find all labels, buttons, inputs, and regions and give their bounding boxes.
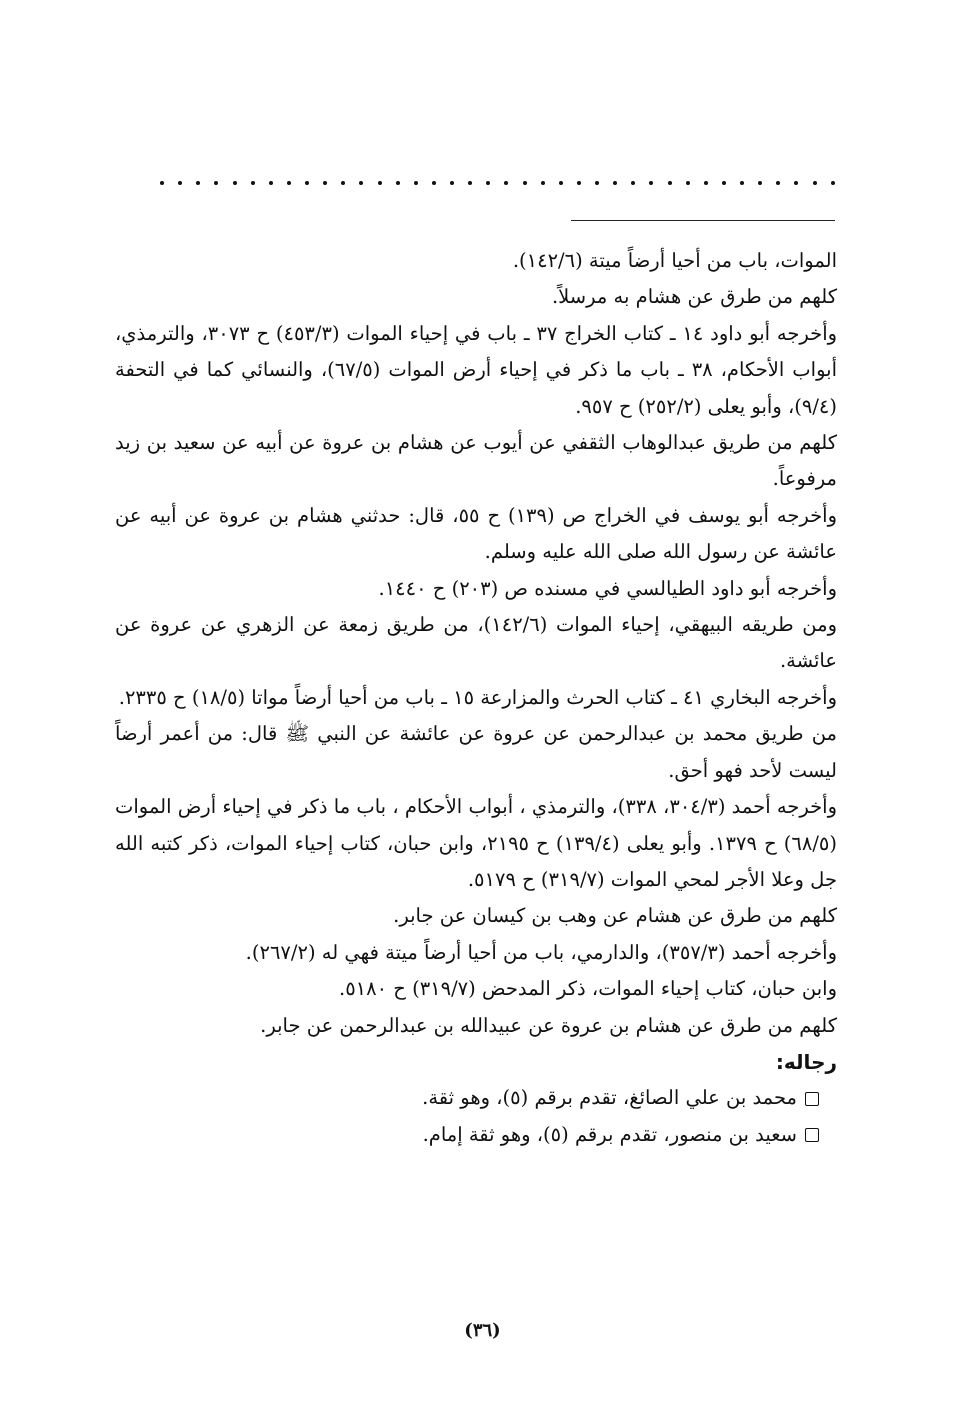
separator-dot	[341, 181, 345, 185]
separator-dot	[758, 181, 762, 185]
paragraph-2: كلهم من طرق عن هشام به مرسلاً.	[551, 285, 837, 309]
separator-dot	[450, 181, 454, 185]
separator-dot	[559, 181, 563, 185]
section-heading: رجاله:	[775, 1049, 837, 1074]
separator-dot	[305, 181, 309, 185]
paragraph-13: وابن حبان، كتاب إحياء الموات، ذكر المدحض (٣١٩/٧) ح ٥١٨٠.	[338, 977, 837, 1001]
separator-dot	[287, 181, 291, 185]
narrator-text: سعيد بن منصور، تقدم برقم (٥)، وهو ثقة إمام.	[422, 1122, 797, 1146]
separator-dot	[468, 181, 472, 185]
separator-dot	[396, 181, 400, 185]
paragraph-11: كلهم من طرق عن هشام عن وهب بن كيسان عن جابر.	[393, 904, 837, 928]
separator-dot	[269, 181, 273, 185]
separator-dot	[233, 181, 237, 185]
separator-dot	[722, 181, 726, 185]
separator-dot	[160, 181, 164, 185]
separator-dot	[577, 181, 581, 185]
separator-dot	[831, 181, 835, 185]
checkbox-square-icon	[805, 1128, 819, 1142]
narrator-item	[115, 1117, 819, 1153]
paragraph-10: وأخرجه أحمد (٣٠٤/٣، ٣٣٨)، والترمذي ، أبواب الأحكام ، باب ما ذكر في إحياء أرض الموات (٦٨/٥) ح ١٣٧٩. وأبو يعلى (١٣٩/٤) ح ٢١٩٥، وابن حبان، كتاب إحياء الموات، ذكر كتبه الله جل وعلا الأجر لمحي الموات (٣١٩/٧) ح ٥١٧٩.	[115, 795, 838, 891]
separator-dot	[178, 181, 182, 185]
paragraph-7: ومن طريقه البيهقي، إحياء الموات (١٤٢/٦)، من طريق زمعة عن الزهري عن عروة عن عائشة.	[115, 613, 837, 673]
separator-dot	[686, 181, 690, 185]
narrator-item	[115, 1080, 819, 1116]
checkbox-square-icon	[805, 1092, 819, 1106]
separator-dot	[740, 181, 744, 185]
paragraph-9: من طريق محمد بن عبدالرحمن عن عروة عن عائشة عن النبي ﷺ قال: من أعمر أرضاً ليست لأحد فهو أحق.	[115, 722, 837, 782]
footnote-rule	[571, 220, 835, 221]
separator-dot	[432, 181, 436, 185]
separator-dot	[523, 181, 527, 185]
paragraph-3: وأخرجه أبو داود ١٤ ـ كتاب الخراج ٣٧ ـ باب في إحياء الموات (٤٥٣/٣) ح ٣٠٧٣، والترمذي، أبواب الأحكام، ٣٨ ـ باب ما ذكر في إحياء أرض الموات (٦٧/٥)، والنسائي كما في التحفة (٩/٤)، وأبو يعلى (٢٥٢/٢) ح ٩٥٧.	[115, 321, 838, 418]
paragraph-8: وأخرجه البخاري ٤١ ـ كتاب الحرث والمزارعة ١٥ ـ باب من أحيا أرضاً مواتا (١٨/٥) ح ٢٣٣٥.	[118, 685, 837, 709]
separator-dot	[541, 181, 545, 185]
separator-dot	[486, 181, 490, 185]
separator-dot	[378, 181, 382, 185]
separator-dot	[251, 181, 255, 185]
separator-dot	[359, 181, 363, 185]
paragraph-5: وأخرجه أبو يوسف في الخراج ص (١٣٩) ح ٥٥، قال: حدثني هشام بن عروة عن أبيه عن عائشة عن رسول الله صلى الله عليه وسلم.	[115, 503, 838, 564]
paragraph-4: كلهم من طريق عبدالوهاب الثقفي عن أيوب عن هشام بن عروة عن أبيه عن سعيد بن زيد مرفوعاً.	[115, 431, 837, 491]
paragraph-6: وأخرجه أبو داود الطيالسي في مسنده ص (٢٠٣) ح ١٤٤٠.	[378, 576, 837, 600]
separator-dot	[776, 181, 780, 185]
separator-dot	[196, 181, 200, 185]
separator-dot	[414, 181, 418, 185]
separator-dot	[595, 181, 599, 185]
separator-dot	[631, 181, 635, 185]
separator-dot	[214, 181, 218, 185]
narrator-text: محمد بن علي الصائغ، تقدم برقم (٥)، وهو ثقة.	[422, 1086, 797, 1110]
separator-dot	[323, 181, 327, 185]
separator-dot	[668, 181, 672, 185]
dotted-separator	[160, 173, 835, 193]
separator-dot	[504, 181, 508, 185]
separator-dot	[649, 181, 653, 185]
separator-dot	[794, 181, 798, 185]
paragraph-12: وأخرجه أحمد (٣٥٧/٣)، والدارمي، باب من أحيا أرضاً ميتة فهي له (٢٦٧/٢).	[245, 940, 837, 964]
paragraph-14: كلهم من طرق عن هشام بن عروة عن عبيدالله بن عبدالرحمن عن جابر.	[260, 1013, 837, 1037]
paragraph-1: الموات، باب من أحيا أرضاً ميتة (١٤٢/٦).	[512, 249, 837, 272]
page-number: (٣٦)	[464, 1320, 501, 1341]
separator-dot	[813, 181, 817, 185]
separator-dot	[704, 181, 708, 185]
separator-dot	[613, 181, 617, 185]
footnote-text	[115, 243, 837, 1153]
